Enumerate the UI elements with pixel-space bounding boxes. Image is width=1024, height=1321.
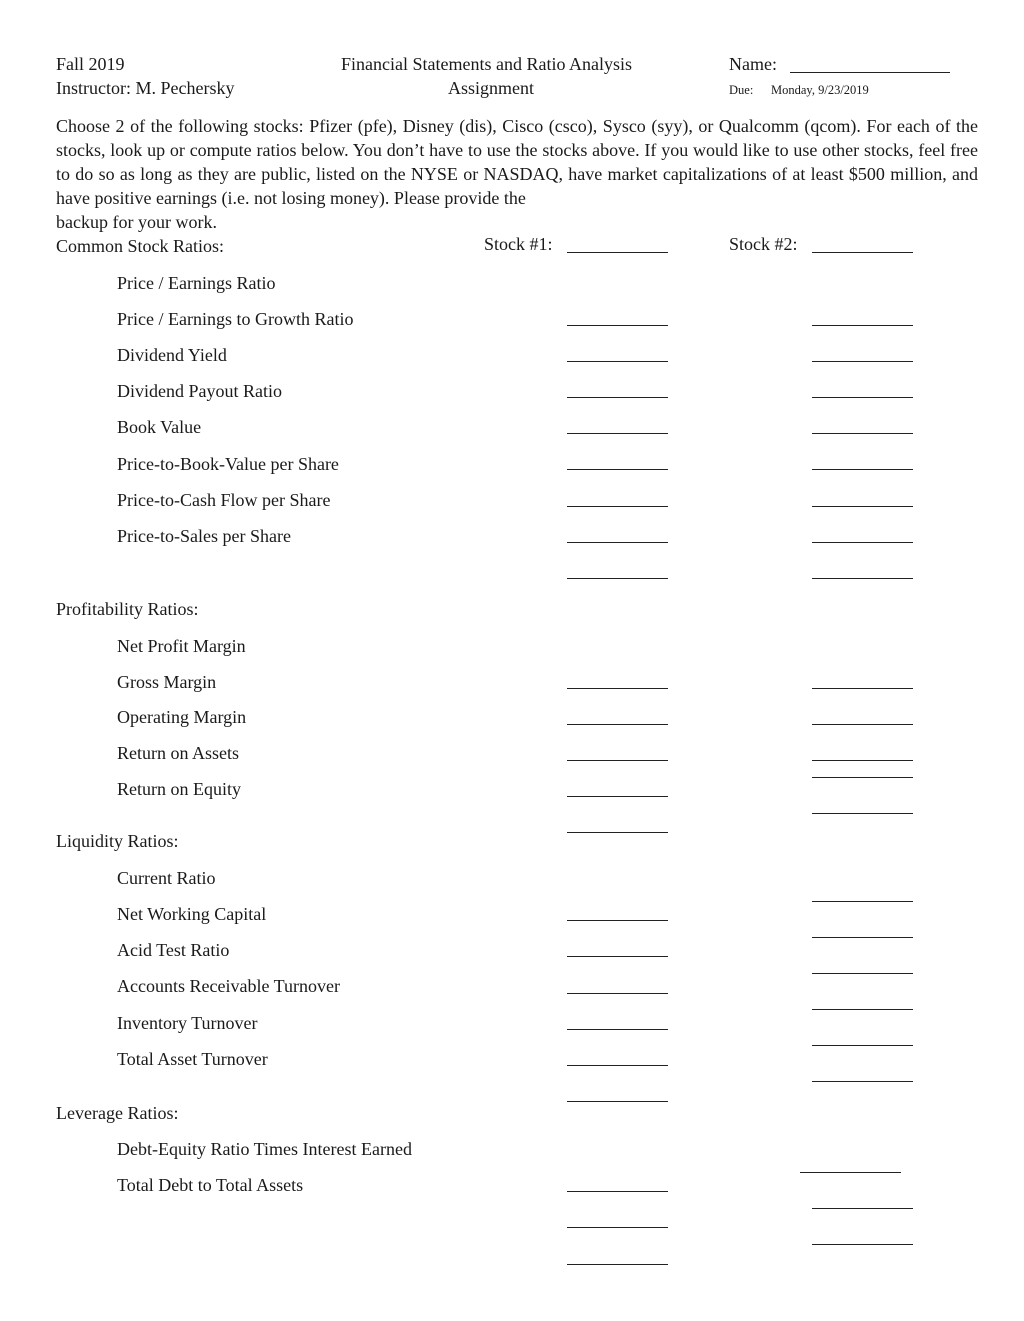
answer-blank-stock2[interactable] bbox=[812, 813, 913, 814]
ratio-label: Total Asset Turnover bbox=[117, 1049, 268, 1069]
answer-blank-stock1[interactable] bbox=[567, 1101, 668, 1102]
ratio-label: Debt-Equity Ratio Times Interest Earned bbox=[117, 1139, 412, 1159]
ratio-label: Return on Equity bbox=[117, 779, 241, 799]
ratio-label: Price / Earnings Ratio bbox=[117, 273, 276, 293]
name-label: Name: bbox=[729, 54, 777, 74]
document-title: Financial Statements and Ratio Analysis bbox=[341, 54, 632, 74]
section-title-liquidity: Liquidity Ratios: bbox=[56, 831, 179, 851]
answer-blank-stock1[interactable] bbox=[567, 469, 668, 470]
answer-blank-stock2[interactable] bbox=[812, 937, 913, 938]
answer-blank-stock2[interactable] bbox=[812, 325, 913, 326]
stock2-blank[interactable] bbox=[812, 252, 913, 253]
answer-blank-stock1[interactable] bbox=[567, 760, 668, 761]
answer-blank-stock1[interactable] bbox=[567, 1029, 668, 1030]
term-label: Fall 2019 bbox=[56, 54, 125, 74]
due-date: Monday, 9/23/2019 bbox=[771, 83, 869, 97]
answer-blank-stock1[interactable] bbox=[567, 506, 668, 507]
answer-blank-stock1[interactable] bbox=[567, 1264, 668, 1265]
answer-blank-stock1[interactable] bbox=[567, 993, 668, 994]
answer-blank-stock2[interactable] bbox=[812, 724, 913, 725]
ratio-label: Price-to-Cash Flow per Share bbox=[117, 490, 331, 510]
answer-blank-stock2[interactable] bbox=[812, 542, 913, 543]
section-title-leverage: Leverage Ratios: bbox=[56, 1103, 179, 1123]
answer-blank-stock1[interactable] bbox=[567, 433, 668, 434]
answer-blank-stock2[interactable] bbox=[812, 506, 913, 507]
ratio-label: Return on Assets bbox=[117, 743, 240, 763]
answer-blank-stock1[interactable] bbox=[567, 688, 668, 689]
answer-blank-stock2[interactable] bbox=[812, 469, 913, 470]
ratio-label: Acid Test Ratio bbox=[117, 940, 230, 960]
document-subtitle: Assignment bbox=[448, 78, 535, 98]
ratio-label: Total Debt to Total Assets bbox=[117, 1175, 304, 1195]
stock2-label: Stock #2: bbox=[729, 234, 798, 254]
ratio-label: Gross Margin bbox=[117, 672, 217, 692]
answer-blank-stock1[interactable] bbox=[567, 1065, 668, 1066]
ratio-label: Book Value bbox=[117, 417, 202, 437]
ratio-label: Price-to-Book-Value per Share bbox=[117, 454, 339, 474]
instructor-label: Instructor: M. Pechersky bbox=[56, 78, 235, 98]
answer-blank-stock1[interactable] bbox=[567, 397, 668, 398]
instructions bbox=[56, 114, 978, 234]
answer-blank-stock1[interactable] bbox=[567, 1227, 668, 1228]
answer-blank-stock2[interactable] bbox=[812, 688, 913, 689]
ratio-label: Current Ratio bbox=[117, 868, 216, 888]
answer-blank-stock2[interactable] bbox=[812, 760, 913, 761]
section-title-profitability: Profitability Ratios: bbox=[56, 599, 199, 619]
section-title-common: Common Stock Ratios: bbox=[56, 236, 225, 256]
instructions-last-line: backup for your work. bbox=[56, 212, 217, 232]
ratio-label: Net Working Capital bbox=[117, 904, 267, 924]
ratio-label: Net Profit Margin bbox=[117, 636, 246, 656]
answer-blank-stock2[interactable] bbox=[812, 1009, 913, 1010]
answer-blank-stock2[interactable] bbox=[812, 578, 913, 579]
answer-blank-stock2[interactable] bbox=[812, 1045, 913, 1046]
due-label: Due: bbox=[729, 83, 754, 97]
ratio-label: Dividend Yield bbox=[117, 345, 227, 365]
stock1-label: Stock #1: bbox=[484, 234, 553, 254]
answer-blank-stock2[interactable] bbox=[812, 777, 913, 778]
answer-blank-stock2[interactable] bbox=[812, 1244, 913, 1245]
answer-blank-stock2[interactable] bbox=[812, 1081, 913, 1082]
ratio-label: Operating Margin bbox=[117, 707, 247, 727]
answer-blank-stock1[interactable] bbox=[567, 542, 668, 543]
answer-blank-stock1[interactable] bbox=[567, 832, 668, 833]
answer-blank-stock1[interactable] bbox=[567, 361, 668, 362]
answer-blank-stock1[interactable] bbox=[567, 325, 668, 326]
answer-blank-stock1[interactable] bbox=[567, 920, 668, 921]
answer-blank-stock1[interactable] bbox=[567, 724, 668, 725]
ratio-label: Accounts Receivable Turnover bbox=[117, 976, 340, 996]
answer-blank-stock2[interactable] bbox=[800, 1172, 901, 1173]
ratio-label: Price / Earnings to Growth Ratio bbox=[117, 309, 354, 329]
ratio-label: Inventory Turnover bbox=[117, 1013, 258, 1033]
stock1-blank[interactable] bbox=[567, 252, 668, 253]
name-blank[interactable] bbox=[790, 72, 950, 73]
answer-blank-stock2[interactable] bbox=[812, 901, 913, 902]
answer-blank-stock2[interactable] bbox=[812, 361, 913, 362]
answer-blank-stock1[interactable] bbox=[567, 956, 668, 957]
answer-blank-stock1[interactable] bbox=[567, 1191, 668, 1192]
instructions-body: Choose 2 of the following stocks: Pfizer (pfe), Disney (dis), Cisco (csco), Sysco (syy), or Qualcomm (qcom). For each of the stocks, look up or compute ratios below. You don’t have to use the stocks above. If you would like to use other stocks, feel free to do so as long as they are public, listed on the NYSE or NASDAQ, have market capitalizations of at least $500 million, and have positive earnings (i.e. not losing money). Please provide the bbox=[56, 116, 978, 208]
answer-blank-stock2[interactable] bbox=[812, 397, 913, 398]
ratio-label: Price-to-Sales per Share bbox=[117, 526, 291, 546]
answer-blank-stock1[interactable] bbox=[567, 578, 668, 579]
answer-blank-stock2[interactable] bbox=[812, 1208, 913, 1209]
answer-blank-stock2[interactable] bbox=[812, 973, 913, 974]
answer-blank-stock1[interactable] bbox=[567, 796, 668, 797]
ratio-label: Dividend Payout Ratio bbox=[117, 381, 282, 401]
answer-blank-stock2[interactable] bbox=[812, 433, 913, 434]
